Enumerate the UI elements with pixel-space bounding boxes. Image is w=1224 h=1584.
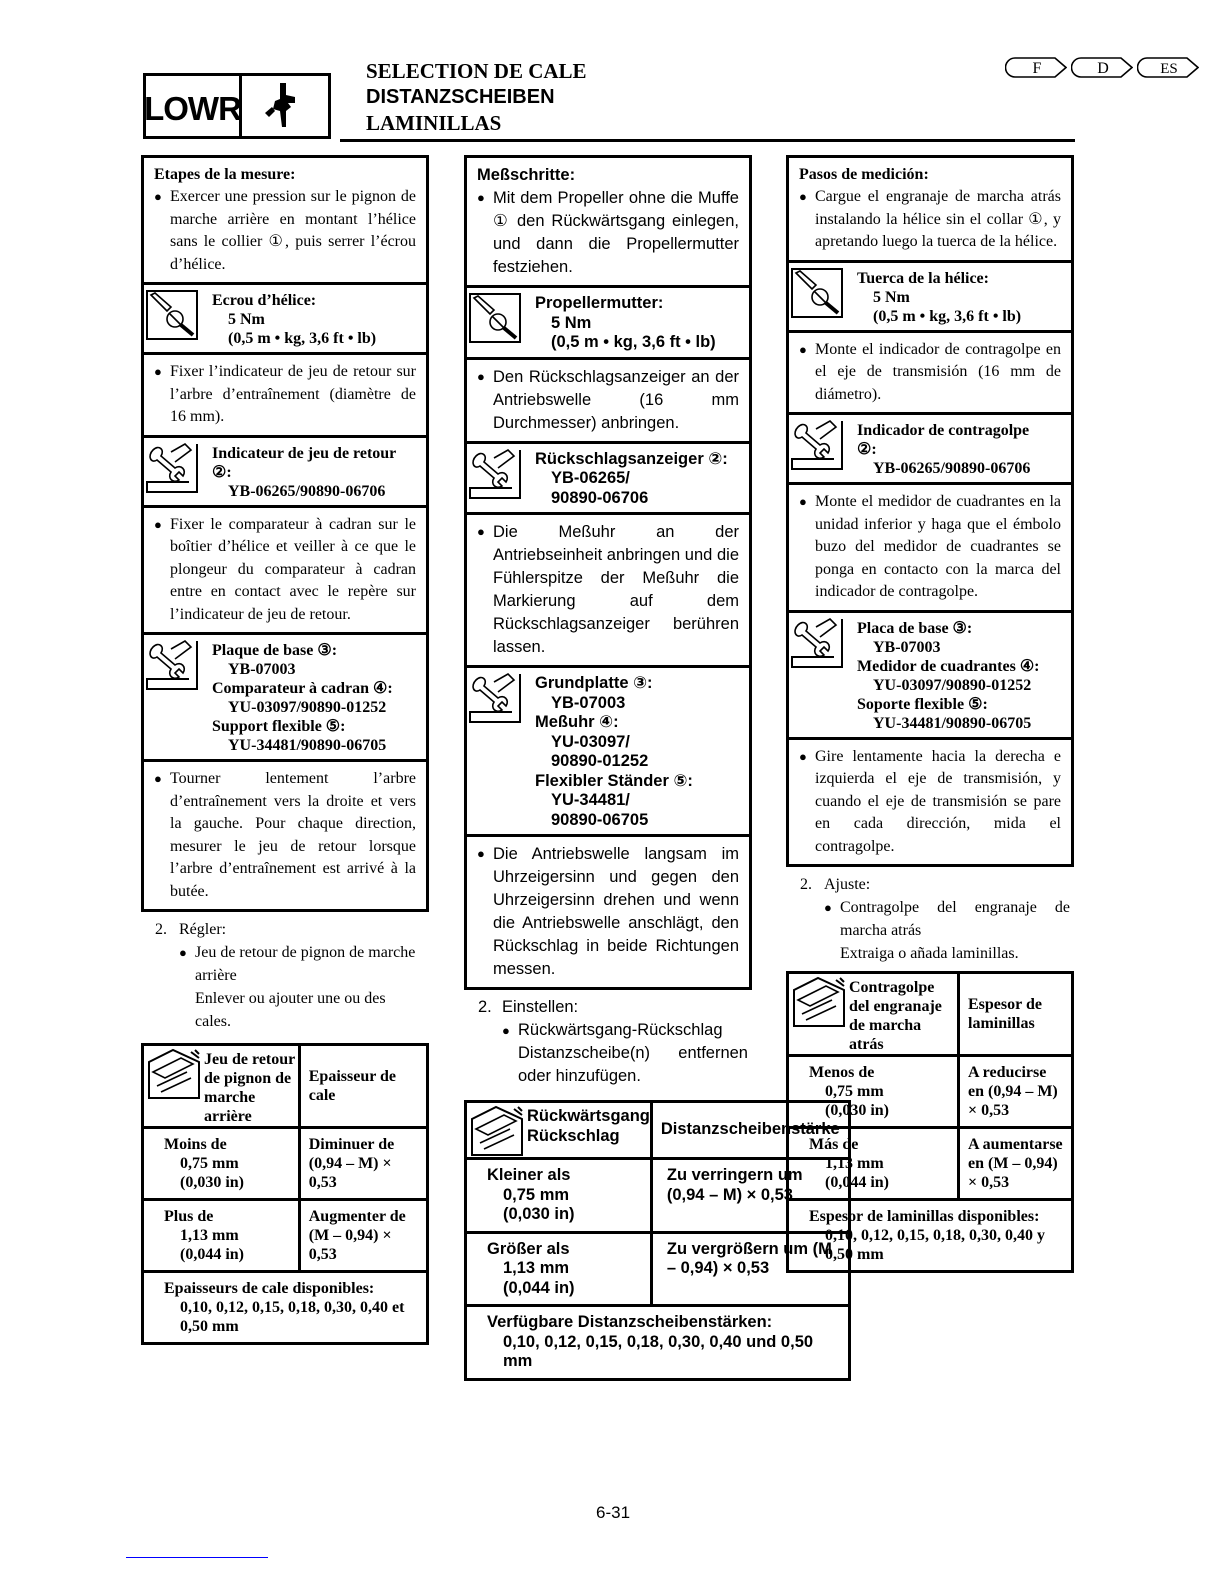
de-r2c1-c: (0,044 in) [503,1278,575,1297]
lang-tag-d [1071,57,1133,78]
es-r1c1-c: (0,030 in) [825,1102,889,1119]
de-tool1-val2: (0,5 m • kg, 3,6 ft • lb) [551,333,716,351]
de-adjust-label: Einstellen: [502,998,579,1016]
es-r2c2: A aumentarse en (M – 0,94) × 0,53 [959,1128,1073,1200]
es-step-1 [786,155,1074,263]
bullet-icon: ● [799,189,807,204]
es-step-2 [786,333,1074,416]
fr-r2c1-a: Plus de [164,1208,214,1225]
es-adjust-num: 2. [800,876,812,893]
de-r1c1-a: Kleiner als [487,1166,571,1184]
fr-tool-2 [141,438,429,508]
fr-tool1-val2: (0,5 m • kg, 3,6 ft • lb) [228,330,377,347]
de-step-2 [464,360,752,444]
fr-tool1-val1: 5 Nm [228,311,265,328]
de-tool3-l8: 90890-06705 [551,810,649,829]
fr-step3-text: Fixer le comparateur à cadran sur le boîtier d’hélice et veiller à ce que le plongeur du comparateur à cadran entre en contact avec le repère sur l’indicateur de jeu de retour. [170,515,416,623]
torque-wrench-icon [789,267,845,319]
section-badge [143,73,331,139]
fr-tool2-number: YB-06265/90890-06706 [228,482,386,500]
fr-tool3-l5: Support flexible ⑤: [212,718,346,735]
de-adjust-item: Rückwärtsgang-Rückschlag Distanzscheibe(n) entfernen oder hinzufügen. [518,1021,748,1085]
de-tool-3 [464,668,752,837]
de-step-1 [464,155,752,288]
es-r1c1-b: 0,75 mm [825,1083,884,1100]
lang-tag-f [1005,57,1067,78]
de-tool3-l6: Flexibler Ständer ⑤: [535,771,693,790]
bullet-icon: ● [154,364,162,379]
fr-step-1 [141,155,429,285]
language-tags [1005,57,1199,86]
de-tool3-l7: YU-34481/ [551,791,630,809]
fr-adjust [141,918,429,1033]
es-tool3-l4: YU-03097/90890-01252 [873,676,1032,694]
de-avail-title: Verfügbare Distanzscheibenstärken: [487,1313,773,1331]
de-adjust [464,996,752,1088]
de-step-3 [464,515,752,668]
fr-step1-text: Exercer une pression sur le pignon de marche arrière en montant l’hélice sans le collier ①, puis serrer l’écrou d’hélice. [170,188,416,273]
lang-tag-es [1137,57,1199,78]
special-tool-icon [144,639,200,691]
fr-step4-text: Tourner lentement l’arbre d’entraînement vers la droite et vers la gauche. Pour chaque direction, mesurer le jeu de retour lorsque l’arbre d’entraînement est arrivé à la butée. [170,770,416,900]
es-adjust-note: Extraiga o añada laminillas. [840,945,1019,962]
de-tool-1 [464,288,752,360]
de-tool3-l3: Meßuhr ④: [535,713,619,731]
es-step3-text: Monte el medidor de cuadrantes en la unidad inferior y haga que el émbolo buzo del medidor de cuadrantes se ponga en contacto con la marca del indicador de contragolpe. [815,493,1061,600]
shim-icon [791,976,847,1028]
fr-tool2-title: Indicateur de jeu de retour [212,444,397,462]
es-r1c1-a: Menos de [809,1064,875,1081]
es-step-4 [786,740,1074,868]
de-tool-2 [464,444,752,516]
torque-wrench-icon [144,289,200,341]
bullet-icon: ● [154,189,162,204]
fr-step-3 [141,508,429,636]
page-number: 6-31 [596,1503,631,1522]
es-tool2-title: Indicador de contragolpe [857,422,1030,439]
fr-adjust-note: Enlever ou ajouter une ou des cales. [195,990,386,1030]
es-tool2-ref: ②: [857,441,877,458]
de-tool3-l4: YU-03097/ [551,732,630,751]
de-r1c1-b: 0,75 mm [503,1185,570,1204]
es-shim-table [786,971,1074,1273]
es-r2c1-c: (0,044 in) [825,1174,889,1191]
special-tool-icon [467,448,523,500]
fr-adjust-label: Régler: [179,921,227,938]
special-tool-icon [144,442,200,494]
fr-step-2 [141,355,429,438]
es-steps-title: Pasos de medición: [799,166,929,183]
de-avail-values: 0,10, 0,12, 0,15, 0,18, 0,30, 0,40 und 0,50 mm [503,1332,814,1370]
es-step1-text: Cargue el engranaje de marcha atrás instalando la hélice sin el collar ①, y apretando luego la tuerca de la hélice. [815,188,1061,250]
bullet-icon: ● [799,748,807,764]
title-fr: SELECTION DE CALE [366,59,587,83]
es-step-3 [786,485,1074,613]
special-tool-icon [789,419,845,471]
column-fr [141,155,429,1345]
title-rule [340,139,1075,142]
de-tool3-l1: Grundplatte ③: [535,674,653,692]
de-tool2-title: Rückschlagsanzeiger ②: [535,449,728,468]
de-step-4 [464,837,752,990]
bullet-icon: ● [154,516,162,532]
es-tool3-l5: Soporte flexible ⑤: [857,695,988,713]
lower-unit-icon [242,76,328,136]
es-avail-values: 0,10, 0,12, 0,15, 0,18, 0,30, 0,40 y 0,50 mm [825,1227,1045,1263]
de-adjust-num: 2. [478,998,492,1016]
bullet-icon: ● [179,945,187,960]
bottom-rule [126,1557,268,1558]
es-tool1-title: Tuerca de la hélice: [857,269,989,287]
fr-r2c2: Augmenter de (M – 0,94) × 0,53 [299,1200,427,1272]
special-tool-icon [789,617,845,669]
torque-wrench-icon [467,292,523,344]
bullet-icon: ● [477,368,485,384]
de-r2c1-b: 1,13 mm [503,1259,570,1277]
fr-table-h1: Jeu de retour de pignon de marche arrière [204,1051,295,1125]
de-table-h2: Distanzscheibenstärke [651,1102,849,1159]
fr-step-4 [141,762,429,912]
de-table-h1: Rückwärtsgang Rückschlag [527,1107,650,1145]
de-steps-title: Meßschritte: [477,166,576,184]
es-r1c2: A reducirse en (0,94 – M) × 0,53 [959,1056,1073,1128]
fr-tool3-l6: YU-34481/90890-06705 [228,737,387,754]
es-tool3-l2: YB-07003 [873,638,941,656]
fr-tool3-l2: YB-07003 [228,661,296,678]
de-step2-text: Den Rückschlagsanzeiger an der Antriebswelle (16 mm Durchmesser) anbringen. [493,367,739,432]
es-adjust-item: Contragolpe del engranaje de marcha atrás [840,899,1070,939]
es-tool1-val2: (0,5 m • kg, 3,6 ft • lb) [873,307,1022,325]
es-tool3-l6: YU-34481/90890-06705 [873,714,1032,732]
es-tool3-l1: Placa de base ③: [857,619,973,637]
de-step1-text: Mit dem Propeller ohne die Muffe ① den Rückwärtsgang einlegen, und dann die Propellermutter festziehen. [493,189,739,276]
es-avail-title: Espesor de laminillas disponibles: [809,1208,1040,1225]
fr-r1c1-a: Moins de [164,1136,227,1153]
bullet-icon: ● [799,494,807,509]
fr-step2-text: Fixer l’indicateur de jeu de retour sur l’arbre d’entraînement (diamètre de 16 mm). [170,363,416,425]
title-block [366,58,587,136]
fr-steps-title: Etapes de la mesure: [154,166,296,183]
de-r1c1-c: (0,030 in) [503,1205,575,1223]
fr-tool-3 [141,635,429,762]
de-tool1-val1: 5 Nm [551,313,592,332]
lang-tag-f-label: F [1032,60,1042,77]
title-de: DISTANZSCHEIBEN [366,86,555,108]
de-tool2-n1: YB-06265/ [551,469,630,487]
es-tool2-number: YB-06265/90890-06706 [873,460,1031,477]
bullet-icon: ● [477,846,485,861]
lang-tag-es-label: ES [1160,61,1178,77]
de-tool2-n2: 90890-06706 [551,488,649,507]
fr-tool3-l4: YU-03097/90890-01252 [228,699,387,716]
fr-r2c1-b: 1,13 mm [180,1227,239,1244]
fr-tool3-l1: Plaque de base ③: [212,642,338,659]
fr-r1c1-b: 0,75 mm [180,1155,239,1172]
es-table-h2: Espesor de laminillas [959,973,1073,1056]
de-r2c1-a: Größer als [487,1239,570,1258]
special-tool-icon [467,672,523,724]
fr-tool3-l3: Comparateur à cadran ④: [212,680,393,697]
es-step2-text: Monte el indicador de contragolpe en el eje de transmisión (16 mm de diámetro). [815,340,1061,403]
lang-tag-d-label: D [1097,60,1109,77]
section-label: LOWR [146,76,242,136]
shim-icon [146,1048,202,1100]
title-es: LAMINILLAS [366,111,502,135]
es-tool-3 [786,613,1074,740]
es-tool3-l3: Medidor de cuadrantes ④: [857,657,1040,675]
shim-icon [469,1105,525,1157]
fr-adjust-item: Jeu de retour de pignon de marche arrière [195,944,416,984]
fr-tool1-title: Ecrou d’hélice: [212,292,317,309]
fr-adjust-num: 2. [155,921,167,938]
fr-avail-title: Epaisseurs de cale disponibles: [164,1280,375,1297]
bullet-icon: ● [154,771,162,786]
es-adjust [786,873,1074,965]
column-es [786,155,1074,1273]
bullet-icon: ● [799,341,807,357]
fr-shim-table [141,1043,429,1345]
es-r2c1-b: 1,13 mm [825,1155,884,1172]
es-table-h1: Contragolpe del engranaje de marcha atrás [849,979,942,1053]
fr-avail-values: 0,10, 0,12, 0,15, 0,18, 0,30, 0,40 et 0,50 mm [180,1299,405,1335]
fr-table-h2: Epaisseur de cale [299,1045,427,1128]
fr-tool-1 [141,285,429,355]
es-tool-2 [786,415,1074,485]
de-step4-text: Die Antriebswelle langsam im Uhrzeigersinn und gegen den Uhrzeigersinn drehen und wenn die Antriebswelle anschlägt, den Rückschlag in beide Richtungen messen. [493,845,739,978]
fr-r2c1-c: (0,044 in) [180,1246,244,1263]
es-tool-1 [786,263,1074,333]
bullet-icon: ● [502,1023,510,1038]
es-tool1-val1: 5 Nm [873,288,910,306]
de-r2c2: Zu vergrößern um (M – 0,94) × 0,53 [651,1232,849,1306]
es-adjust-label: Ajuste: [824,876,871,893]
de-tool3-l5: 90890-01252 [551,752,649,770]
de-r1c2: Zu verringern um (0,94 – M) × 0,53 [651,1159,849,1233]
de-tool1-title: Propellermutter: [535,294,664,312]
de-tool3-l2: YB-07003 [551,693,626,712]
de-step3-text: Die Meßuhr an der Antriebseinheit anbringen und die Fühlerspitze der Meßuhr die Markierung auf dem Rückschlagsanzeiger berühren lassen. [493,523,739,656]
bullet-icon: ● [824,900,832,915]
fr-r1c2: Diminuer de (0,94 – M) × 0,53 [299,1128,427,1200]
es-step4-text: Gire lentamente hacia la derecha e izquierda el eje de transmisión, y cuando el eje de transmisión se pare en cada dirección, mida el contragolpe. [815,747,1061,855]
fr-tool2-ref: ②: [212,463,232,481]
bullet-icon: ● [477,190,485,205]
bullet-icon: ● [477,524,485,539]
fr-r1c1-c: (0,030 in) [180,1174,244,1191]
es-r2c1-a: Más de [809,1136,859,1153]
